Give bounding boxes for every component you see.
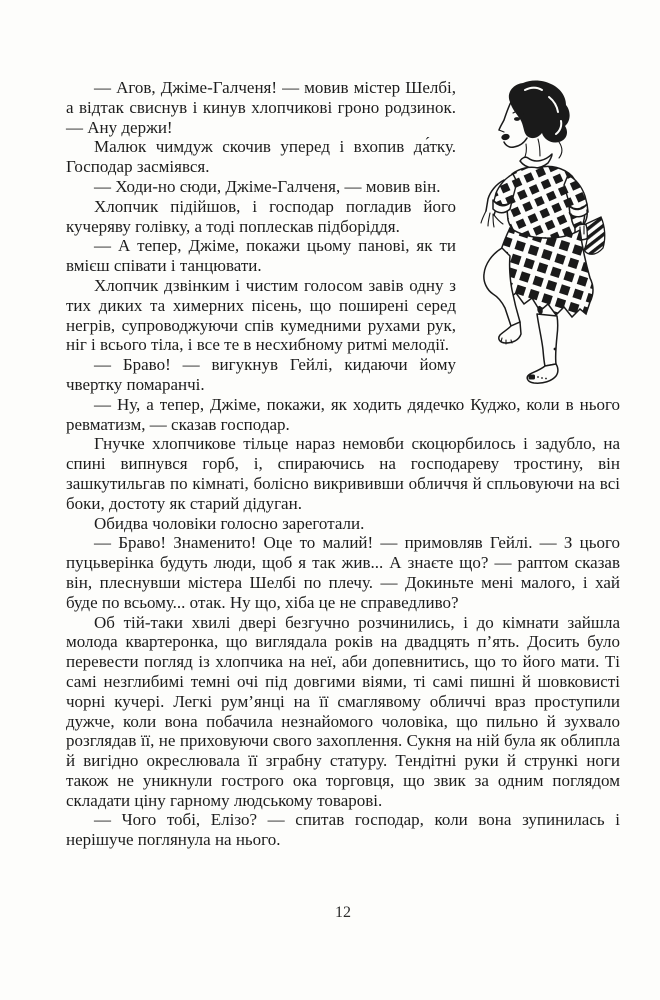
paragraph: — Чого тобі, Елізо? — спитав господар, коли вона зупинилась і нерішуче поглянула на нього.: [66, 810, 620, 850]
paragraph: — А тепер, Джіме, покажи цьому панові, як ти вмієш співати і танцювати.: [66, 236, 456, 276]
paragraph: — Браво! Знаменито! Оце то малий! — примовляв Гейлі. — З цього пуцьверінка будуть люди, щоб я так жив... А знаєте що? — раптом сказав він, плеснувши містера Шелбі по плечу. — Докиньте мені малого, і хай буде по всьому... отак. Ну що, хіба це не справедливо?: [66, 533, 620, 612]
paragraph: Малюк чимдуж скочив уперед і вхопив да́тку. Господар засміявся.: [66, 137, 456, 177]
paragraph: Хлопчик дзвінким і чистим голосом завів одну з тих диких та химерних пісень, що поширені серед негрів, супроводжуючи спів кумедними рухами рук, ніг і всього тіла, і все те в несхибному ритмі мелодії.: [66, 275, 456, 355]
dancing-child-sketch-svg: [480, 80, 606, 386]
paragraph: — Агов, Джіме-Галченя! — мовив містер Шелбі, а відтак свиснув і кинув хлопчикові гроно родзинок. — Ану держи!: [66, 78, 456, 137]
paragraph: — Ну, а тепер, Джіме, покажи, як ходить дядечко Куджо, коли в нього ревматизм, — сказав господар.: [66, 394, 620, 434]
paragraph: — Браво! — вигукнув Гейлі, кидаючи йому чвертку помаранчі.: [66, 355, 456, 394]
paragraph: Обидва чоловіки голосно зареготали.: [94, 513, 365, 533]
page-number: 12: [335, 904, 351, 921]
paragraph: Хлопчик підійшов, і господар погладив його кучеряву голівку, а тоді поплескав підборіддя.: [66, 196, 456, 236]
paragraph: — Ходи-но сюди, Джіме-Галченя, — мовив він.: [94, 176, 441, 196]
paragraph: Об тій-таки хвилі двері безгучно розчинились, і до кімнати зайшла молода квартеронка, що виглядала років на двадцять п’ять. Досить було перевести погляд із хлопчика на неї, аби допевнитись, що то його мати. Ті самі незглибимі темні очі під довгими віями, ті самі пишні й шовковисті чорні кучері. Легкі рум’янці на її смаглявому обличчі враз проступили дужче, коли вона побачила незнайомого чоловіка, що пильно й зухвало розглядав її, не приховуючи свого захоплення. Сукня на ній була як облипла й вигідно окреслювала її зграбну статуру. Тендітні руки й стрункі ноги також не уникнули гострого ока торговця, що звик за одним поглядом складати ціну гарному людському товарові.: [66, 612, 620, 810]
dancing-child-illustration: [456, 78, 620, 391]
paragraph: Гнучке хлопчикове тільце нараз немовби скоцюрбилось і задубло, на спині випнувся горб, і, спираючись на господареву тростину, він зашкутильгав по кімнаті, болісно викрививши обличчя й спльовуючи на всі боки, достоту як старий дідуган.: [66, 434, 620, 513]
